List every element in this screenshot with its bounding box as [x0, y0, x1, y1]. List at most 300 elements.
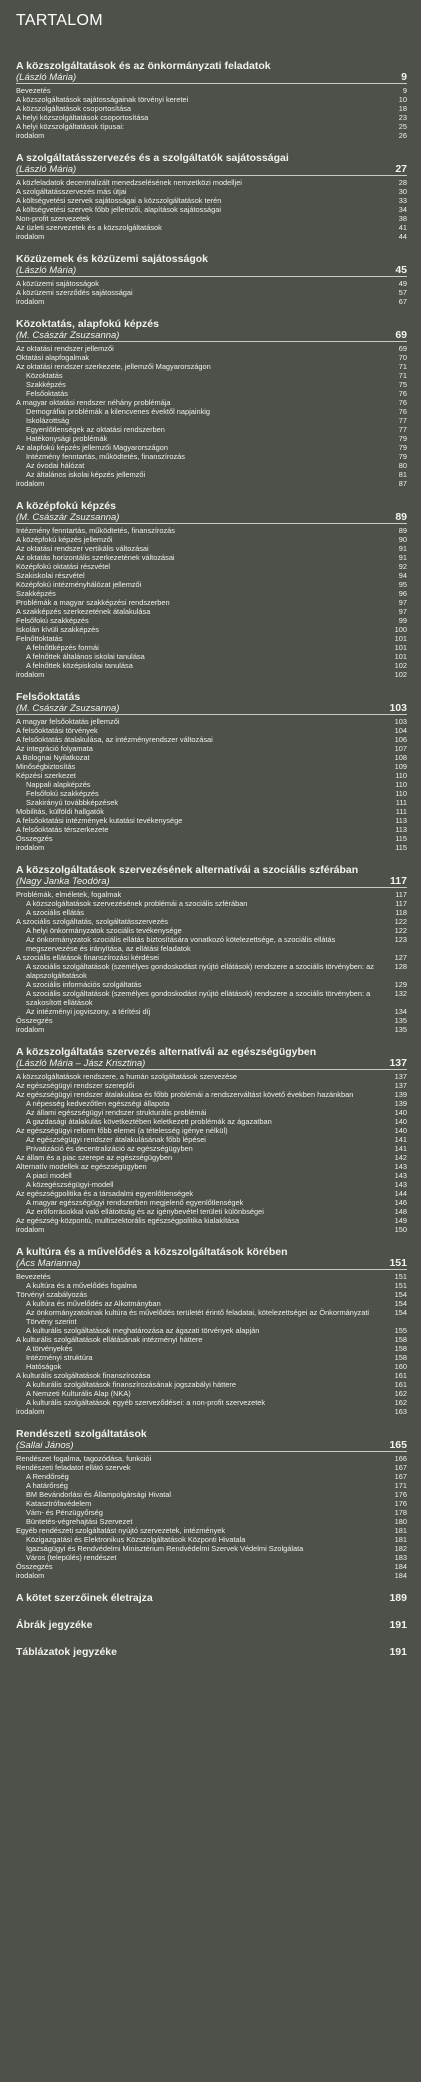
toc-entry-page: 143: [394, 1162, 407, 1171]
toc-entry-title: Bevezetés: [16, 86, 51, 95]
toc-entry: [16, 371, 407, 380]
toc-entry: [16, 1081, 407, 1090]
toc-entry: [16, 625, 407, 634]
toc-entry: [16, 178, 407, 187]
section-author-row: [16, 330, 407, 342]
toc-entry-page: 163: [394, 1407, 407, 1416]
toc-entry-page: 155: [394, 1326, 407, 1335]
toc-entry-page: 151: [394, 1272, 407, 1281]
toc-entry: [16, 1281, 407, 1290]
toc-entry: [16, 926, 407, 935]
final-entry-title: Ábrák jegyzéke: [16, 1619, 93, 1631]
toc-entry: [16, 589, 407, 598]
toc-entry-title: Az intézményi jogviszony, a térítési díj: [26, 1007, 151, 1016]
toc-entry: [16, 989, 407, 1007]
toc-entry-title: A Nemzeti Kulturális Alap (NKA): [26, 1389, 131, 1398]
toc-entry: [16, 288, 407, 297]
section-heading: [16, 60, 407, 72]
toc-entry-title: A költségvetési szervek főbb jellemzői, alapítások sajátosságai: [16, 205, 221, 214]
toc-entry: [16, 634, 407, 643]
toc-entry: [16, 1508, 407, 1517]
toc-entry: [16, 553, 407, 562]
toc-entry-page: 127: [394, 953, 407, 962]
toc-entry-page: 167: [394, 1463, 407, 1472]
toc-entry-page: 23: [398, 113, 407, 122]
section-page-number: 27: [395, 163, 407, 175]
toc-entry-title: Szakképzés: [26, 380, 66, 389]
toc-entry: [16, 1353, 407, 1362]
toc-entry: [16, 562, 407, 571]
toc-entry: [16, 1553, 407, 1562]
toc-entry-title: A közegészségügyi-modell: [26, 1180, 114, 1189]
toc-entry-title: A középfokú képzés jellemzői: [16, 535, 113, 544]
toc-entry-title: Összegzés: [16, 1016, 53, 1025]
section-author-row: [16, 1258, 407, 1270]
toc-entry-title: irodalom: [16, 297, 45, 306]
toc-entry: [16, 544, 407, 553]
toc-entry-title: A Bolognai Nyilatkozat: [16, 753, 90, 762]
section-author: (Nagy Janka Teodóra): [16, 876, 110, 887]
toc-entry-title: Igazságügyi és Rendvédelmi Minisztérium Rendvédelmi Szervek Védelmi Szolgálata: [26, 1544, 304, 1553]
toc-entry-page: 77: [398, 425, 407, 434]
toc-entry-title: A felsőoktatás átalakulása, az intézményrendszer változásai: [16, 735, 213, 744]
toc-entry-page: 71: [398, 371, 407, 380]
toc-entry-title: A kultúra és művelődés az Alkotmányban: [26, 1299, 161, 1308]
toc-entry: [16, 1499, 407, 1508]
toc-entry: [16, 1007, 407, 1016]
toc-entry-page: 182: [394, 1544, 407, 1553]
toc-entry: [16, 789, 407, 798]
toc-entry: [16, 1090, 407, 1099]
toc-final-entry: [16, 1592, 407, 1605]
toc-entry-title: Problémák a magyar szakképzési rendszerben: [16, 598, 170, 607]
toc-entry-title: A népesség kedvezőtlen egészségi állapota: [26, 1099, 170, 1108]
section-heading: [16, 1046, 407, 1058]
toc-entry: [16, 652, 407, 661]
toc-entry-title: Az egészség-központú, multiszektorális egészségpolitika kialakítása: [16, 1216, 240, 1225]
section-heading: [16, 500, 407, 512]
toc-entry-title: Felnőttoktatás: [16, 634, 63, 643]
toc-entry-page: 102: [394, 661, 407, 670]
toc-entry-page: 67: [398, 297, 407, 306]
toc-entry-title: Katasztrófavédelem: [26, 1499, 92, 1508]
toc-entry-title: Rendészet fogalma, tagozódása, funkciói: [16, 1454, 152, 1463]
toc-entry-title: A határőrség: [26, 1481, 68, 1490]
toc-entry-title: A közfeladatok decentralizált menedzselésének nemzetközi modelljei: [16, 178, 242, 187]
toc-entry-page: 76: [398, 389, 407, 398]
toc-entry-title: A szakképzés szerkezetének átalakulása: [16, 607, 151, 616]
toc-entry: [16, 834, 407, 843]
toc-entry: [16, 798, 407, 807]
section-author-row: [16, 1440, 407, 1452]
toc-entry: [16, 1344, 407, 1353]
toc-entry: [16, 1454, 407, 1463]
toc-entry-page: 81: [398, 470, 407, 479]
toc-entry: [16, 1335, 407, 1344]
toc-entry: [16, 1526, 407, 1535]
toc-entry-page: 80: [398, 461, 407, 470]
toc-entry-title: Az egészségügyi rendszer szereplői: [16, 1081, 135, 1090]
toc-entry-page: 101: [394, 634, 407, 643]
toc-entry-page: 140: [394, 1117, 407, 1126]
toc-entry-page: 115: [395, 834, 407, 843]
section-heading: [16, 1428, 407, 1440]
section-title: Felsőoktatás: [16, 691, 81, 703]
final-entry-title: A kötet szerzőinek életrajza: [16, 1592, 153, 1604]
toc-entry-title: A magyar felsőoktatás jellemzői: [16, 717, 120, 726]
toc-entry: [16, 1389, 407, 1398]
toc-entry-page: 100: [394, 625, 407, 634]
toc-entry: [16, 1126, 407, 1135]
toc-final-entry: [16, 1619, 407, 1632]
toc-entry-title: Iskolázottság: [26, 416, 70, 425]
toc-entry: [16, 962, 407, 980]
section-author: (M. Császár Zsuzsanna): [16, 330, 120, 341]
toc-entry: [16, 389, 407, 398]
section-author: (Sallai János): [16, 1440, 74, 1451]
toc-entry: [16, 205, 407, 214]
toc-entry-title: A szociális szolgáltatások (személyes gondoskodást nyújtó ellátások) rendszere a szociális törvényben: az alapszolgáltatások: [26, 962, 374, 980]
toc-entry-page: 110: [395, 780, 407, 789]
toc-entry-title: Hatékonysági problémák: [26, 434, 108, 443]
toc-entry: [16, 753, 407, 762]
toc-entry-page: 140: [394, 1108, 407, 1117]
toc-entry-title: A helyi közszolgáltatások típusai:: [16, 122, 125, 131]
toc-section: [16, 864, 407, 1034]
section-heading: [16, 253, 407, 265]
final-entry-page: 191: [389, 1646, 407, 1658]
toc-entry: [16, 1290, 407, 1299]
toc-entry-title: irodalom: [16, 843, 45, 852]
toc-entry: [16, 571, 407, 580]
toc-entry-page: 158: [394, 1344, 407, 1353]
toc-entry-title: irodalom: [16, 1025, 45, 1034]
toc-entry: [16, 434, 407, 443]
toc-entry: [16, 717, 407, 726]
toc-entry-title: Intézmény fenntartás, működtetés, finanszírozás: [26, 452, 185, 461]
toc-entry: [16, 1189, 407, 1198]
toc-entry: [16, 735, 407, 744]
toc-entry: [16, 744, 407, 753]
toc-entry-page: 108: [394, 753, 407, 762]
section-heading: [16, 152, 407, 164]
toc-entry-title: Az integráció folyamata: [16, 744, 93, 753]
toc-entry-title: A szociális szolgáltatás, szolgáltatásszervezés: [16, 917, 168, 926]
toc-entry-page: 146: [394, 1198, 407, 1207]
toc-entry: [16, 580, 407, 589]
toc-entry-page: 104: [394, 726, 407, 735]
toc-entry-page: 34: [398, 205, 407, 214]
toc-entry-title: irodalom: [16, 1407, 45, 1416]
section-author-row: [16, 164, 407, 176]
toc-entry-page: 76: [398, 398, 407, 407]
toc-entry-page: 132: [394, 989, 407, 998]
toc-entry-title: BM Bevándorlási és Állampolgársági Hivatal: [26, 1490, 172, 1499]
section-title: Rendészeti szolgáltatások: [16, 1428, 147, 1440]
toc-entry-page: 92: [398, 562, 407, 571]
toc-final-entry: [16, 1646, 407, 1659]
section-page-number: 89: [395, 511, 407, 523]
toc-entry-title: Az önkormányzatok szociális ellátás biztosítására vonatkozó kötelezettsége, a szociális ellátás megszervezése és irányítása, az ellátási feladatok: [26, 935, 336, 953]
toc-entry-page: 134: [394, 1007, 407, 1016]
toc-entry: [16, 1198, 407, 1207]
toc-entry-page: 150: [394, 1225, 407, 1234]
toc-entry-page: 75: [398, 380, 407, 389]
toc-entry: [16, 398, 407, 407]
toc-entry-title: Mobilitás, külföldi hallgatók: [16, 807, 104, 816]
toc-entry-page: 101: [394, 643, 407, 652]
toc-entry-page: 139: [394, 1099, 407, 1108]
toc-entry-title: Minőségbiztosítás: [16, 762, 76, 771]
toc-entry: [16, 780, 407, 789]
section-author: (László Mária): [16, 72, 77, 83]
toc-entry: [16, 816, 407, 825]
toc-entry-title: Felsőoktatás: [26, 389, 68, 398]
toc-entry-page: 183: [394, 1553, 407, 1562]
section-page-number: 137: [389, 1057, 407, 1069]
toc-entry: [16, 223, 407, 232]
toc-entry-page: 181: [394, 1535, 407, 1544]
toc-entry-title: A helyi önkormányzatok szociális tevékenysége: [26, 926, 182, 935]
toc-entry-page: 95: [398, 580, 407, 589]
toc-entry: [16, 113, 407, 122]
toc-section: [16, 318, 407, 488]
toc-entry: [16, 1171, 407, 1180]
toc-entry-title: Felsőfokú szakképzés: [16, 616, 89, 625]
toc-section: [16, 1428, 407, 1580]
toc-entry-title: Az oktatási rendszer szerkezete, jellemzői Magyarországon: [16, 362, 211, 371]
toc-entry-page: 129: [394, 980, 407, 989]
toc-entry: [16, 1072, 407, 1081]
toc-entry-page: 137: [394, 1072, 407, 1081]
toc-entry-title: Az egészségügyi rendszer átalakulása és főbb problémái a rendszerváltást követő években hazánkban: [16, 1090, 354, 1099]
toc-entry-page: 71: [398, 362, 407, 371]
toc-entry-page: 167: [394, 1472, 407, 1481]
toc-entry: [16, 908, 407, 917]
section-author-row: [16, 876, 407, 888]
toc-entry: [16, 1407, 407, 1416]
toc-entry-title: A kulturális szolgáltatások finanszírozásának jogszabályi háttere: [26, 1380, 236, 1389]
section-author: (M. Császár Zsuzsanna): [16, 512, 120, 523]
toc-entry-page: 102: [394, 670, 407, 679]
toc-entry-title: A gazdasági átalakulás következtében keletkezett problémák az ágazatban: [26, 1117, 272, 1126]
toc-entry: [16, 643, 407, 652]
toc-section: [16, 691, 407, 852]
toc-entry-page: 49: [398, 279, 407, 288]
toc-entry-page: 154: [394, 1290, 407, 1299]
toc-entry-title: Problémák, elméletek, fogalmak: [16, 890, 122, 899]
toc-entry-page: 79: [398, 452, 407, 461]
toc-entry: [16, 1571, 407, 1580]
toc-entry-page: 166: [394, 1454, 407, 1463]
toc-entry: [16, 214, 407, 223]
toc-entry-page: 9: [402, 86, 407, 95]
toc-entry-page: 141: [394, 1135, 407, 1144]
toc-entry-page: 26: [398, 131, 407, 140]
toc-entry: [16, 1481, 407, 1490]
toc-entry-title: Város (település) rendészet: [26, 1553, 117, 1562]
toc-entry-title: A felsőoktatási intézmények kutatási tevékenysége: [16, 816, 183, 825]
toc-entry: [16, 1380, 407, 1389]
toc-entry-title: Az oktatási rendszer vertikális változásai: [16, 544, 149, 553]
toc-entry-page: 28: [398, 178, 407, 187]
toc-entry-title: irodalom: [16, 232, 45, 241]
section-title: Közoktatás, alapfokú képzés: [16, 318, 159, 330]
toc-entry: [16, 917, 407, 926]
toc-entry-page: 151: [394, 1281, 407, 1290]
toc-section: [16, 500, 407, 679]
toc-entry-title: Rendészeti feladatot ellátó szervek: [16, 1463, 131, 1472]
toc-entry-title: Hatóságok: [26, 1362, 62, 1371]
toc-entry-page: 162: [394, 1389, 407, 1398]
toc-entry: [16, 353, 407, 362]
toc-entry: [16, 1272, 407, 1281]
toc-entry-page: 137: [394, 1081, 407, 1090]
section-page-number: 117: [390, 875, 407, 887]
toc-entry-title: A szociális ellátás: [26, 908, 84, 917]
section-page-number: 151: [389, 1257, 407, 1269]
section-title: A közszolgáltatások és az önkormányzati feladatok: [16, 60, 271, 72]
toc-section: [16, 152, 407, 241]
section-author: (László Mária): [16, 265, 77, 276]
toc-entry: [16, 1463, 407, 1472]
toc-entry: [16, 131, 407, 140]
toc-entry: [16, 196, 407, 205]
toc-entry-title: Szakirányú továbbképzések: [26, 798, 119, 807]
toc-entry-title: Szakképzés: [16, 589, 56, 598]
toc-entry: [16, 1535, 407, 1544]
toc-entry-title: Az üzleti szervezetek és a közszolgáltatások: [16, 223, 162, 232]
toc-entry: [16, 443, 407, 452]
toc-entry: [16, 1016, 407, 1025]
section-author-row: [16, 512, 407, 524]
toc-entry-page: 161: [394, 1371, 407, 1380]
toc-entry: [16, 232, 407, 241]
toc-section: [16, 1046, 407, 1234]
section-title: A kultúra és a művelődés a közszolgáltatások körében: [16, 1246, 288, 1258]
toc-entry: [16, 425, 407, 434]
toc-entry-page: 97: [398, 607, 407, 616]
toc-entry-page: 139: [394, 1090, 407, 1099]
toc-entry-page: 18: [398, 104, 407, 113]
toc-entry-page: 41: [398, 223, 407, 232]
toc-entry-title: A kulturális szolgáltatások finanszírozása: [16, 1371, 151, 1380]
toc-entry: [16, 616, 407, 625]
toc-entry-title: irodalom: [16, 670, 45, 679]
section-author-row: [16, 72, 407, 84]
toc-entry-title: A felnőttek általános iskolai tanulása: [26, 652, 145, 661]
toc-entry-title: A helyi közszolgáltatások csoportosítása: [16, 113, 149, 122]
toc-entry-page: 142: [394, 1153, 407, 1162]
final-entry-page: 189: [389, 1592, 407, 1604]
toc-entry: [16, 1326, 407, 1335]
toc-entry-page: 107: [394, 744, 407, 753]
toc-entry-page: 96: [398, 589, 407, 598]
toc-entry-title: Középfokú oktatási részvétel: [16, 562, 111, 571]
section-title: Közüzemek és közüzemi sajátosságok: [16, 253, 208, 265]
toc-entry-page: 160: [394, 1362, 407, 1371]
toc-entry-page: 122: [394, 926, 407, 935]
section-title: A középfokú képzés: [16, 500, 116, 512]
toc-entry-page: 113: [395, 825, 407, 834]
final-entry-page: 191: [389, 1619, 407, 1631]
section-page-number: 9: [401, 71, 407, 83]
toc-entry-page: 117: [395, 890, 407, 899]
toc-entry: [16, 86, 407, 95]
toc-entry: [16, 899, 407, 908]
toc-entry-page: 76: [398, 407, 407, 416]
toc-entry-page: 79: [398, 443, 407, 452]
toc-entry-page: 89: [398, 526, 407, 535]
toc-entry-title: Az erőforrásokkal való ellátottság és az igénybevétel területi különbségei: [26, 1207, 264, 1216]
toc-entry-page: 90: [398, 535, 407, 544]
toc-entry-title: A kulturális szolgáltatások egyéb szerveződései: a non-profit szervezetek: [26, 1398, 266, 1407]
toc-entry-title: Az egészségügyi reform főbb elemei (a tételesség igénye nélkül): [16, 1126, 228, 1135]
toc-entry-title: irodalom: [16, 479, 45, 488]
toc-entry-page: 111: [395, 798, 407, 807]
section-author-row: [16, 1058, 407, 1070]
toc-entry-page: 140: [394, 1126, 407, 1135]
toc-entry-title: Oktatási alapfogalmak: [16, 353, 90, 362]
toc-entry-page: 144: [394, 1189, 407, 1198]
section-heading: [16, 1246, 407, 1258]
section-author: (László Mária – Jász Krisztina): [16, 1058, 146, 1069]
toc-entry-page: 148: [394, 1207, 407, 1216]
toc-entry-page: 161: [394, 1380, 407, 1389]
toc-entry-page: 176: [394, 1490, 407, 1499]
toc-final-entries: [16, 1592, 407, 1659]
toc-entry-page: 101: [394, 652, 407, 661]
toc-entry-title: Az állami egészségügyi rendszer strukturális problémái: [26, 1108, 207, 1117]
section-page-number: 103: [389, 702, 407, 714]
toc-entry: [16, 661, 407, 670]
toc-entry-page: 97: [398, 598, 407, 607]
toc-entry-page: 103: [394, 717, 407, 726]
toc-entry-title: Egyéb rendészeti szolgáltatást nyújtó szervezetek, intézmények: [16, 1526, 226, 1535]
toc-entry-page: 33: [398, 196, 407, 205]
toc-entry-page: 149: [394, 1216, 407, 1225]
toc-entry-title: Intézményi struktúra: [26, 1353, 93, 1362]
toc-entry-title: Összegzés: [16, 834, 53, 843]
toc-entry-page: 128: [394, 962, 407, 971]
section-title: A közszolgáltatás szervezés alternatívái az egészségügyben: [16, 1046, 317, 1058]
toc-entry: [16, 187, 407, 196]
toc-entry: [16, 1490, 407, 1499]
toc-entry-page: 176: [394, 1499, 407, 1508]
toc-entry-page: 109: [394, 762, 407, 771]
toc-entry-title: Szakiskolai részvétel: [16, 571, 85, 580]
toc-entry: [16, 670, 407, 679]
toc-entry-page: 180: [394, 1517, 407, 1526]
toc-entry-page: 30: [398, 187, 407, 196]
toc-entry-page: 154: [394, 1299, 407, 1308]
toc-entry-title: irodalom: [16, 1571, 45, 1580]
toc-entry: [16, 1025, 407, 1034]
toc-entry-page: 135: [394, 1016, 407, 1025]
toc-entry: [16, 122, 407, 131]
toc-entry-title: A közszolgáltatások csoportosítása: [16, 104, 132, 113]
toc-entry-title: A magyar oktatási rendszer néhány problémája: [16, 398, 171, 407]
toc-entry-title: A felsőoktatási törvények: [16, 726, 98, 735]
toc-entry-page: 162: [394, 1398, 407, 1407]
section-author: (László Mária): [16, 164, 77, 175]
toc-entry: [16, 1099, 407, 1108]
section-author: (M. Császár Zsuzsanna): [16, 703, 120, 714]
toc-entry-page: 77: [398, 416, 407, 425]
toc-entry-title: Nappali alapképzés: [26, 780, 91, 789]
page-title: TARTALOM: [16, 12, 103, 29]
toc-entry-page: 91: [398, 544, 407, 553]
